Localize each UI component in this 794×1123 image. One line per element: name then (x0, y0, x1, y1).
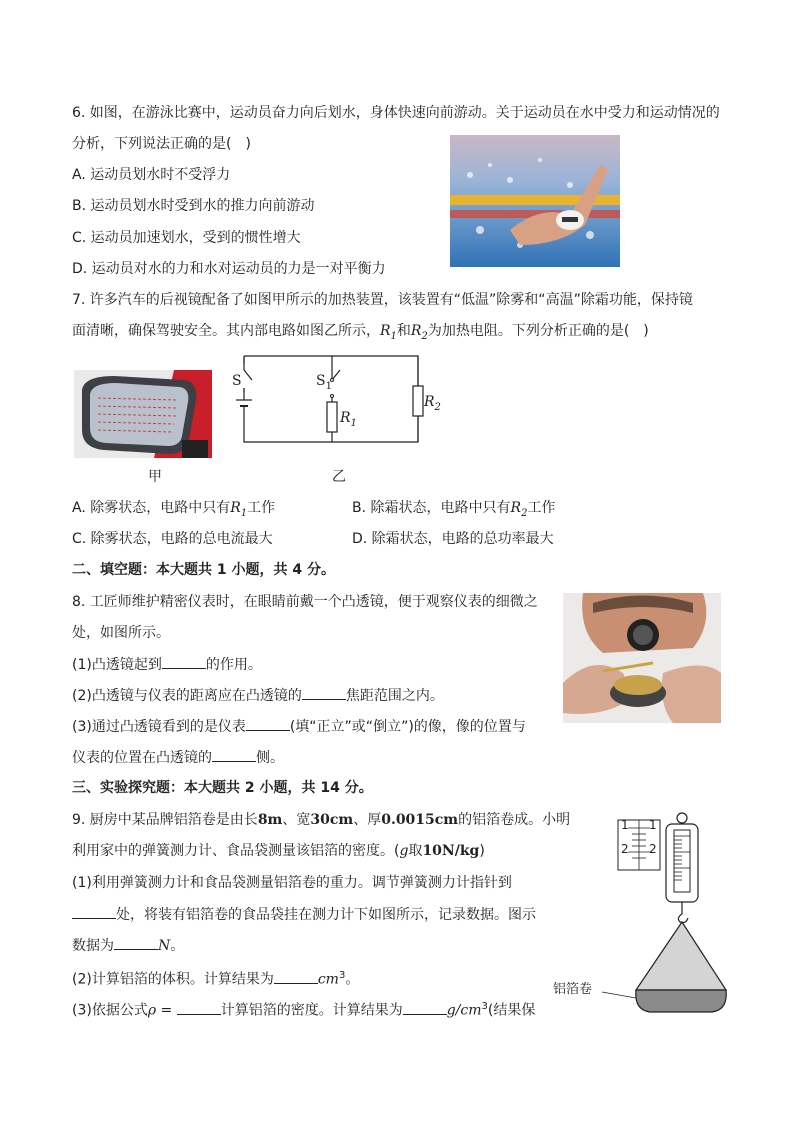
q7-and: 和 (396, 323, 411, 339)
q6-option-a: A. 运动员划水时不受浮力 (72, 167, 231, 183)
q8-part3-cont: 仪表的位置在凸透镜的 侧。 (72, 747, 284, 768)
q7-r1-sub: 1 (390, 330, 397, 342)
q6-option-d: D. 运动员对水的力和水对运动员的力是一对平衡力 (72, 261, 386, 277)
q7-option-d: D. 除霜状态，电路的总功率最大 (352, 531, 554, 547)
q9-stem-line1: 9. 厨房中某品牌铝箔卷是由长8m、宽30cm、厚0.0015cm的铝箔卷成。小明 (72, 812, 571, 828)
q8-part3: (3)通过凸透镜看到的是仪表 (填“正立”或“倒立”)的像，像的位置与 (72, 716, 526, 737)
q9-part1-cont2: 数据为 N。 (72, 935, 184, 956)
q7-r1: R (380, 323, 391, 339)
circuit-label-s: S (232, 373, 242, 389)
q7-option-a: A. 除雾状态，电路中只有$R_1$工作 (72, 500, 276, 519)
q7-option-c: C. 除雾状态，电路的总电流最大 (72, 531, 273, 547)
circuit-label-s1: $S_1$ (316, 373, 332, 392)
watchmaker-photo (563, 593, 721, 723)
section-3-title: 三、实验探究题：本大题共 2 小题，共 14 分。 (72, 780, 373, 796)
scale-inset-1-right: 1 (649, 818, 657, 832)
section-2-title: 二、填空题：本大题共 1 小题，共 4 分。 (72, 562, 335, 578)
mirror-photo (74, 370, 212, 458)
q9-part1: (1)利用弹簧测力计和食品袋测量铝箔卷的重力。调节弹簧测力计指针到 (72, 875, 512, 891)
q7-r2-sub: 2 (421, 330, 428, 342)
q9-stem-line2: 利用家中的弹簧测力计、食品袋测量该铝箔的密度。(g取10N/kg) (72, 843, 485, 859)
foil-roll-label: 铝箔卷 (553, 982, 593, 997)
figure-yi-label: 乙 (332, 469, 346, 485)
q6-option-b: B. 运动员划水时受到水的推力向前游动 (72, 198, 315, 214)
q7-stem-line2 (72, 321, 649, 347)
q8-part2: (2)凸透镜与仪表的距离应在凸透镜的 焦距范围之内。 (72, 685, 444, 706)
q6-option-c: C. 运动员加速划水，受到的惯性增大 (72, 230, 301, 246)
scale-inset-2-right: 2 (649, 842, 657, 856)
q7-stem2b: 为加热电阻。下列分析正确的是( ) (427, 323, 649, 339)
scale-inset-1-left: 1 (621, 818, 629, 832)
circuit-diagram (228, 350, 448, 450)
q8-stem-line2: 处，如图所示。 (72, 625, 170, 641)
q7-option-b: B. 除霜状态，电路中只有$R_2$工作 (352, 500, 556, 519)
q7-stem2a: 面清晰，确保驾驶安全。其内部电路如图乙所示， (72, 323, 380, 339)
q9-part3: (3)依据公式ρ = 计算铝箔的密度。计算结果为 $g/cm^3$(结果保 (72, 1001, 536, 1019)
q7-stem-line1: 7. 许多汽车的后视镜配备了如图甲所示的加热装置，该装置有“低温”除雾和“高温”除霜功能，保持镜 (72, 292, 693, 308)
circuit-label-r1: $R_1$ (340, 410, 357, 429)
scale-inset-2-left: 2 (621, 842, 629, 856)
q7-r2: R (410, 323, 422, 339)
q8-part1: (1)凸透镜起到 的作用。 (72, 654, 262, 675)
q8-stem-line1: 8. 工匠师维护精密仪表时，在眼睛前戴一个凸透镜，便于观察仪表的细微之 (72, 594, 538, 610)
q9-part2: (2)计算铝箔的体积。计算结果为 $cm^3$。 (72, 970, 360, 988)
figure-jia-label: 甲 (148, 469, 162, 485)
q9-part1-cont: 处，将装有铝箔卷的食品袋挂在测力计下如图所示，记录数据。图示 (72, 904, 536, 925)
swimmer-photo (450, 135, 620, 267)
q6-stem-line2: 分析，下列说法正确的是( ) (72, 136, 251, 152)
circuit-label-r2: $R_2$ (424, 394, 441, 413)
spring-scale-figure (600, 810, 730, 1020)
q6-stem-line1: 6. 如图，在游泳比赛中，运动员奋力向后划水，身体快速向前游动。关于运动员在水中受力和运动情况的 (72, 105, 720, 121)
